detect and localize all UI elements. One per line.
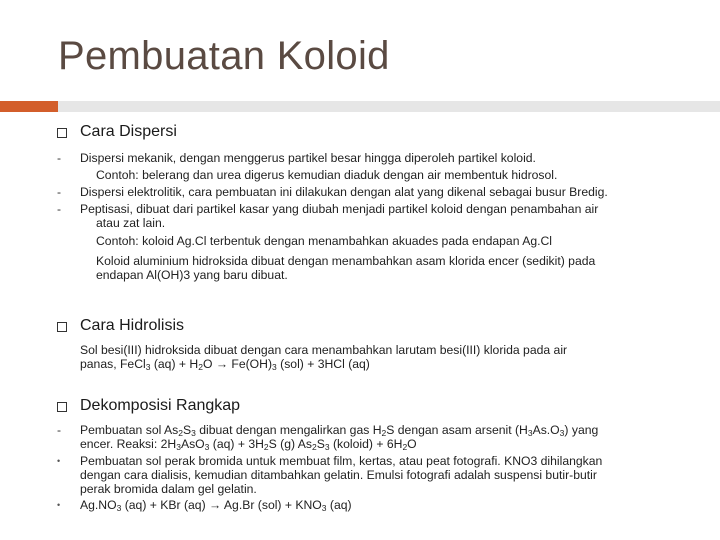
section-heading-dispersi [57, 123, 707, 141]
heading-dispersi: Cara Dispersi [80, 123, 177, 140]
checkbox-bullet-icon [57, 128, 67, 138]
list-item: dengan cara dialisis, kemudian ditambahkan gelatin. Emulsi fotografi adalah suspensi butir-butir [80, 468, 597, 482]
list-item: perak bromida dalam gel gelatin. [80, 482, 257, 496]
checkbox-bullet-icon [57, 322, 67, 332]
list-item: - Dispersi elektrolitik, cara pembuatan ini dilakukan dengan alat yang dikenal sebagai busur Bredig. [57, 185, 608, 199]
section-hidrolisis [57, 317, 707, 371]
reaction-equation: panas, FeCl$_3$ $(aq) + H_2O \to Fe(OH)_3$ (sol) + 3HCl (aq) [80, 357, 370, 372]
checkbox-bullet-icon [57, 402, 67, 412]
heading-hidrolisis: Cara Hidrolisis [80, 317, 185, 334]
list-item: Contoh: belerang dan urea digerus kemudian diaduk dengan air membentuk hidrosol. [96, 168, 558, 182]
section-heading-dekomposisi [57, 397, 707, 415]
paragraph-line: Sol besi(III) hidroksida dibuat dengan cara menambahkan larutam besi(III) klorida pada air [80, 343, 568, 357]
heading-dekomposisi: Dekomposisi Rangkap [80, 397, 241, 414]
list-item: • Pembuatan sol perak bromida untuk membuat film, kertas, atau peat fotografi. KNO3 dihilangkan [57, 454, 603, 468]
list-item: Contoh: koloid Ag.Cl terbentuk dengan menambahkan akuades pada endapan Ag.Cl [96, 234, 553, 248]
title-accent-bar [0, 101, 58, 112]
list-item: - Peptisasi, dibuat dari partikel kasar yang diubah menjadi partikel koloid dengan penambahan air [57, 202, 599, 216]
slide-title: Pembuatan Koloid [58, 34, 390, 78]
list-item: - Dispersi mekanik, dengan menggerus partikel besar hingga diperoleh partikel koloid. [57, 151, 536, 165]
list-item: Koloid aluminium hidroksida dibuat dengan menambahkan asam klorida encer (sedikit) pada [96, 254, 596, 268]
title-divider [58, 101, 720, 112]
section-dekomposisi [57, 397, 707, 512]
section-heading-hidrolisis [57, 317, 707, 335]
list-item: endapan Al(OH)3 yang baru dibuat. [96, 268, 288, 282]
section-dispersi [57, 123, 707, 282]
list-item: - Pembuatan sol $As_2S_3$ dibuat dengan mengalirkan gas $H_2S$ dengan asam arsenit $(H_3As.O_3)$ yang [57, 423, 599, 438]
list-item: atau zat lain. [96, 216, 166, 230]
reaction-equation: • $Ag.NO_3$ (aq) + KBr (aq) → Ag.Br $(sol) + KNO_3$ (aq) [57, 498, 352, 513]
reaction-equation: encer. Reaksi: $2H_3AsO_3$ $(aq) + 3H_2S$ (g) $As_2S_3$ (koloid) + $6H_2O$ [80, 437, 417, 452]
